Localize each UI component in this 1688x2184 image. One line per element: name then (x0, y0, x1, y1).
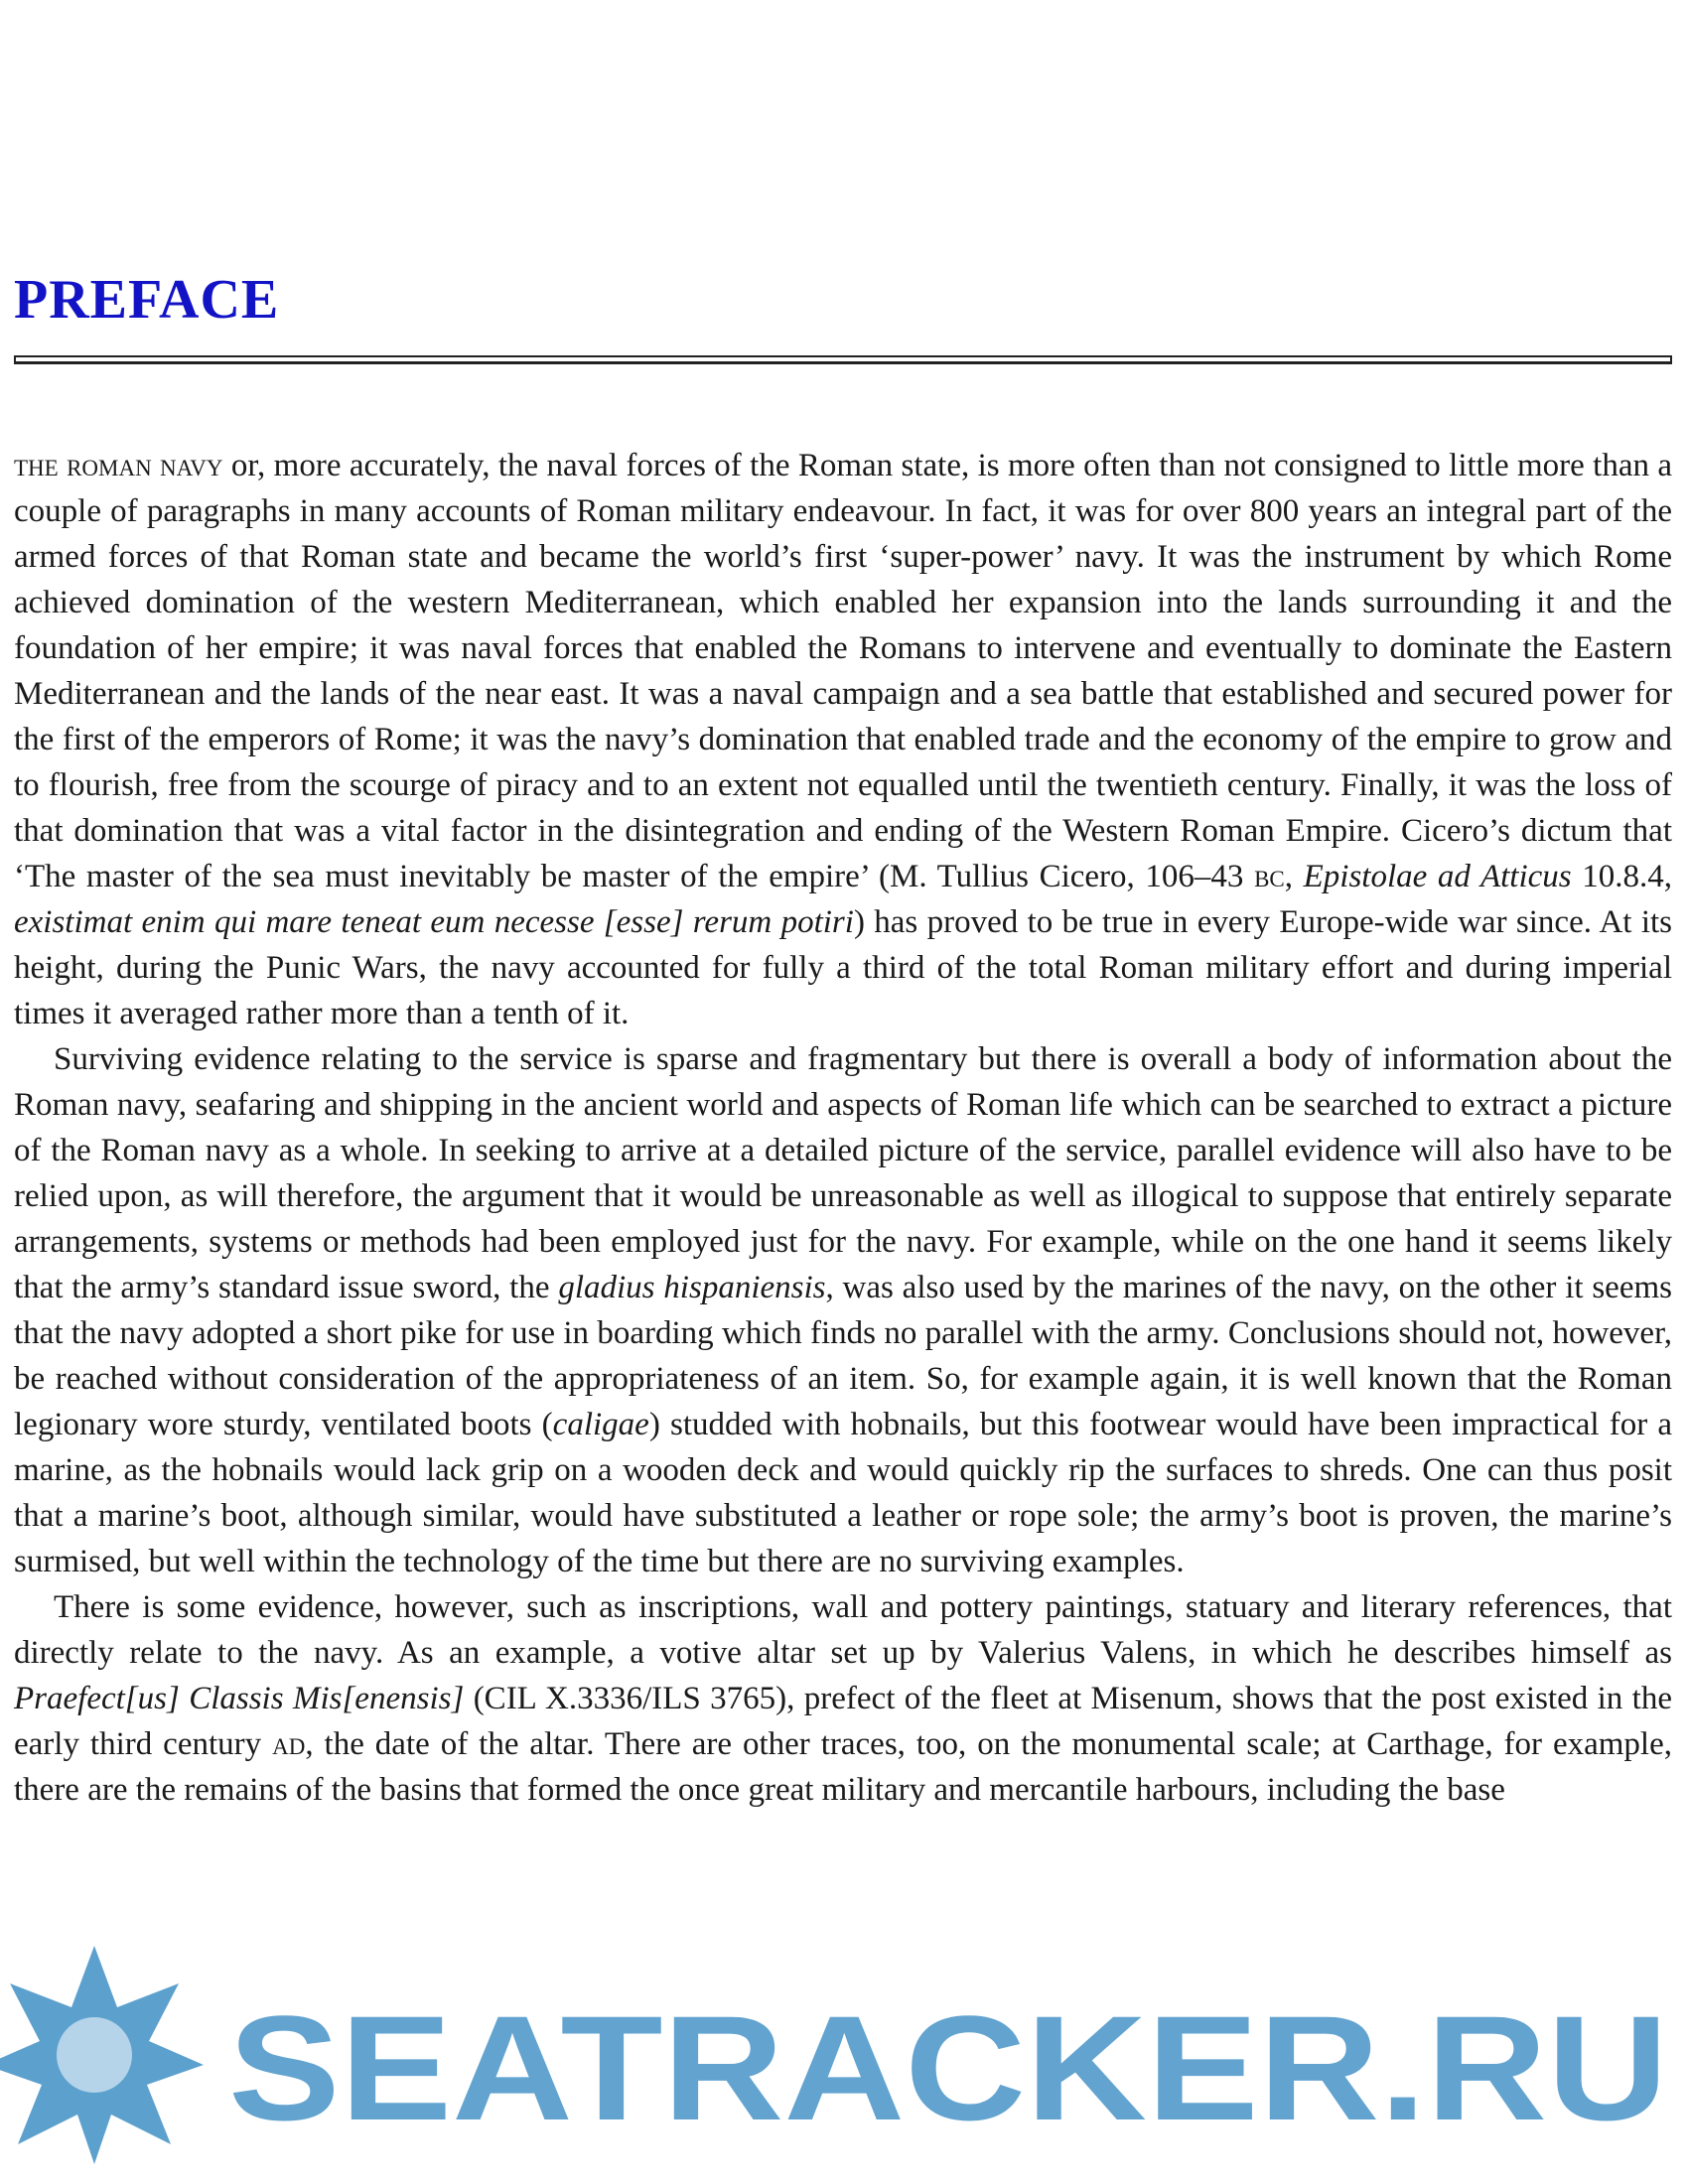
p3-text-3: , the date of the altar. There are other traces, too, on the monumental scale; at Carthage, for example, there are the remains of the basins that formed the once great military and mercantile harbours, including the base (14, 1726, 1672, 1808)
rule-cap-right (1670, 355, 1672, 364)
p1-text-1: or, more accurately, the naval forces of the Roman state, is more often than not consigned to little more than a couple of paragraphs in many accounts of Roman military endeavour. In fact, it was for over 800 years an integral part of the armed forces of that Roman state and became the world’s first ‘super-power’ navy. It was the instrument by which Rome achieved domination of the western Mediterranean, which enabled her expansion into the lands surrounding it and the foundation of her empire; it was naval forces that enabled the Romans to intervene and eventually to dominate the Eastern Mediterranean and the lands of the near east. It was a naval campaign and a sea battle that established and secured power for the first of the emperors of Rome; it was the navy’s domination that enabled trade and the economy of the empire to grow and to flourish, free from the scourge of piracy and to an extent not equalled until the twentieth century. Finally, it was the loss of that domination that was a vital factor in the disintegration and ending of the Western Roman Empire. Cicero’s dictum that ‘The master of the sea must inevitably be master of the empire’ (M. Tullius Cicero, 106–43 (14, 448, 1672, 894)
body-text (14, 443, 1672, 1813)
latin-term-caligae: caligae (552, 1407, 649, 1442)
paragraph-lead-in: the roman navy (14, 448, 223, 483)
rule-line-bottom (14, 361, 1672, 364)
latin-quote-italic: existimat enim qui mare teneat eum necesse [esse] rerum potiri (14, 904, 854, 940)
latin-inscription-italic: Praefect[us] Classis Mis[enensis] (14, 1681, 465, 1716)
rule-cap-left (14, 355, 16, 364)
era-abbrev-ad: ad (272, 1726, 306, 1762)
watermark-text: SEATRACKER.RU (228, 1984, 1668, 2151)
p3-text-2: (CIL X.3336/ILS 3765), prefect of the fleet at Misenum, shows that the post existed in the early third century (14, 1681, 1672, 1762)
heading-rule (14, 355, 1672, 365)
chapter-heading: PREFACE (14, 269, 280, 331)
p2-text-1: Surviving evidence relating to the service is sparse and fragmentary but there is overall a body of information about the Roman navy, seafaring and shipping in the ancient world and aspects of Roman life which can be searched to extract a picture of the Roman navy as a whole. In seeking to arrive at a detailed picture of the service, parallel evidence will also have to be relied upon, as will therefore, the argument that it would be unreasonable as well as illogical to suppose that entirely separate arrangements, systems or methods had been employed just for the navy. For example, while on the one hand it seems likely that the army’s standard issue sword, the (14, 1041, 1672, 1305)
p1-text-4: ) has proved to be true in every Europe-wide war since. At its height, during the Punic Wars, the navy accounted for fully a third of the total Roman military effort and during imperial times it averaged rather more than a tenth of it. (14, 904, 1672, 1031)
paragraph-3 (14, 1584, 1672, 1813)
work-title-italic: Epistolae ad Atticus (1303, 859, 1572, 894)
paragraph-2 (14, 1036, 1672, 1584)
book-page (14, 0, 1672, 2184)
p2-text-2: , was also used by the marines of the navy, on the other it seems that the navy adopted a short pike for use in boarding which finds no parallel with the army. Conclusions should not, however, be reached without consideration of the appropriateness of an item. So, for example again, it is well known that the Roman legionary wore sturdy, ventilated boots ( (14, 1270, 1672, 1442)
p3-text-1: There is some evidence, however, such as inscriptions, wall and pottery paintings, statuary and literary references, that directly relate to the navy. As an example, a votive altar set up by Valerius Valens, in which he describes himself as (14, 1589, 1672, 1671)
p1-text-3: 10.8.4, (1571, 859, 1673, 894)
p2-text-3: ) studded with hobnails, but this footwear would have been impractical for a marine, as the hobnails would lack grip on a wooden deck and would quickly rip the surfaces to shreds. One can thus posit that a marine’s boot, although similar, would have substituted a leather or rope sole; the army’s boot is proven, the marine’s surmised, but well within the technology of the time but there are no surviving examples. (14, 1407, 1672, 1579)
rule-line-top (14, 355, 1672, 357)
p1-text-2: , (1284, 859, 1304, 894)
latin-term-gladius: gladius hispaniensis (558, 1270, 826, 1305)
era-abbrev-bc: bc (1254, 859, 1285, 894)
paragraph-1 (14, 443, 1672, 1036)
